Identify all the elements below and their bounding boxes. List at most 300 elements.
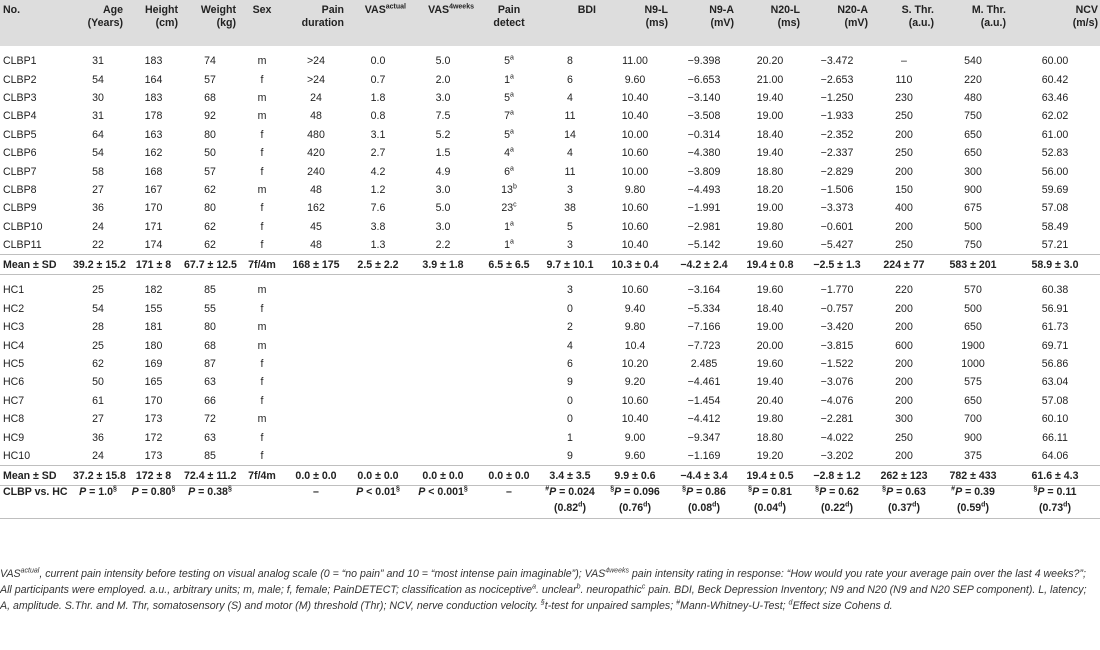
cell-weight: [181, 318, 239, 336]
cell-n20l: [737, 336, 803, 354]
footnote-superscript: 4weeks: [605, 567, 629, 575]
cell-bdi: [541, 410, 599, 428]
cell-weight: [181, 107, 239, 125]
cell-weight: [181, 300, 239, 318]
cell-mthr: [937, 447, 1009, 466]
cell-vas_a: [347, 255, 409, 275]
header-text: N9-L: [644, 4, 668, 16]
clbp-row: [0, 107, 1100, 125]
cell-text: 171 ± 8: [135, 258, 172, 271]
cell-n9l: [599, 162, 671, 180]
column-header-mthr: [937, 0, 1009, 46]
column-header-vas_4weeks: [409, 0, 477, 46]
cell-text: 21.00: [756, 73, 784, 86]
cell-text: −4.4 ± 3.4: [680, 469, 728, 482]
cell-text: 7f/4m: [248, 258, 276, 271]
effect-size-text: ): [849, 502, 853, 515]
cell-weight: [181, 126, 239, 144]
cell-mthr: [937, 144, 1009, 162]
cell-n20a: [803, 70, 871, 88]
cell-n9a: [671, 236, 737, 255]
cell-n20a: [803, 447, 871, 466]
cell-n20a: [803, 428, 871, 446]
cell-n20a: [803, 466, 871, 486]
cell-text: 0.0 ± 0.0: [422, 469, 464, 482]
effect-size-text: (0.22: [821, 502, 846, 515]
cell-n9a: [671, 181, 737, 199]
p-value-n20a: [803, 486, 871, 503]
cell-text: 6: [567, 358, 573, 371]
cell-height: [126, 300, 181, 318]
cell-n20l: [737, 428, 803, 446]
cell-mthr: [937, 373, 1009, 391]
cell-text: 110: [895, 73, 913, 86]
cell-n20a: [803, 392, 871, 410]
cell-text: 178: [144, 110, 163, 123]
cell-weight: [181, 275, 239, 300]
cell-mthr: [937, 126, 1009, 144]
cell-text: 170: [144, 394, 163, 407]
cell-text: 45: [310, 220, 322, 233]
effect-size-text: ): [985, 502, 989, 515]
cell-text: 57.21: [1041, 239, 1069, 252]
cell-id: [0, 255, 70, 275]
cell-text: 60.00: [1041, 55, 1069, 68]
cell-text: 63: [204, 431, 216, 444]
cell-bdi: [541, 144, 599, 162]
cell-n9l: [599, 144, 671, 162]
cell-id: [0, 107, 70, 125]
effect-size-text: (0.08: [688, 502, 713, 515]
cell-text: >24: [307, 55, 325, 68]
p-value-sthr: [871, 486, 937, 503]
cell-text: −0.314: [687, 128, 721, 141]
header-text: (ms): [777, 17, 800, 29]
cell-weight: [181, 162, 239, 180]
cell-text: 9.9 ± 0.6: [614, 469, 656, 482]
cell-text: CLBP10: [3, 220, 43, 233]
cell-text: 3.1: [370, 128, 386, 141]
cell-text: 0: [567, 302, 573, 315]
cell-id: [0, 486, 70, 503]
cell-mthr: [937, 355, 1009, 373]
cell-vas_4: [409, 428, 477, 446]
header-text: detect: [493, 17, 525, 29]
cell-text: 5.0: [435, 55, 451, 68]
cell-pd: [285, 162, 347, 180]
cell-n9a: [671, 126, 737, 144]
effect-size-mthr: [937, 502, 1009, 519]
cell-text: f: [260, 376, 264, 389]
cell-text: 782 ± 433: [949, 469, 997, 482]
cell-text: 62: [204, 183, 216, 196]
header-text: (kg): [216, 17, 236, 29]
classification-superscript: a: [510, 73, 514, 81]
cell-text: −5.142: [687, 239, 721, 252]
p-value-text: = 0.62: [826, 486, 859, 499]
cell-text: −3.815: [820, 339, 854, 352]
cell-text: HC10: [3, 450, 31, 462]
cell-mthr: [937, 466, 1009, 486]
hc-mean-row: [0, 466, 1100, 486]
footnote-text: VAS: [0, 568, 21, 580]
header-text: (a.u.): [980, 17, 1006, 29]
cell-age: [70, 218, 126, 236]
cell-vas_a: [347, 318, 409, 336]
cell-id: [0, 447, 70, 466]
cell-sex: [239, 236, 285, 255]
cell-sthr: [871, 70, 937, 88]
cell-text: HC5: [3, 358, 25, 371]
cell-vas_a: [347, 428, 409, 446]
cell-text: −2.337: [820, 147, 854, 160]
cell-age: [70, 144, 126, 162]
cell-n9l: [599, 373, 671, 391]
cell-text: 19.00: [756, 321, 784, 334]
cell-n20a: [803, 46, 871, 70]
header-text: N20-A: [837, 4, 868, 16]
cell-vas_a: [347, 236, 409, 255]
cell-text: −5.427: [820, 239, 854, 252]
cell-n9a: [671, 144, 737, 162]
cell-n9l: [599, 89, 671, 107]
cell-text: −3.809: [687, 165, 721, 178]
p-value-text: = 1.0: [86, 486, 113, 499]
cell-pd: [285, 46, 347, 70]
cell-text: 480: [964, 91, 982, 104]
cell-text: 10.60: [621, 147, 649, 160]
cell-text: 250: [895, 110, 913, 123]
p-value-vas_4: [409, 486, 477, 503]
cell-text: 60.42: [1041, 73, 1069, 86]
cell-ncv: [1009, 236, 1100, 255]
cell-age: [70, 162, 126, 180]
cell-ncv: [1009, 336, 1100, 354]
cell-age: [70, 181, 126, 199]
cell-sthr: [871, 466, 937, 486]
cell-n9l: [599, 300, 671, 318]
effect-size-pd: [285, 502, 347, 519]
cell-n9l: [599, 107, 671, 125]
cell-height: [126, 46, 181, 70]
cell-ncv: [1009, 107, 1100, 125]
p-value-text: = 0.80: [138, 486, 172, 499]
cell-n9l: [599, 336, 671, 354]
cell-bdi: [541, 336, 599, 354]
cell-text: −0.601: [820, 220, 854, 233]
cell-sthr: [871, 410, 937, 428]
cell-text: CLBP8: [3, 183, 37, 196]
cell-vas_a: [347, 181, 409, 199]
p-value-text: < 0.01: [363, 486, 396, 499]
cell-n20l: [737, 181, 803, 199]
cell-vas_a: [347, 218, 409, 236]
cell-vas_a: [347, 447, 409, 466]
cell-text: 19.80: [756, 220, 784, 233]
cell-bdi: [541, 300, 599, 318]
cell-sex: [239, 162, 285, 180]
clbp-row: [0, 126, 1100, 144]
cell-text: 19.60: [756, 358, 784, 371]
cell-text: 169: [144, 358, 163, 371]
hc-row: [0, 410, 1100, 428]
cell-text: −9.347: [687, 431, 721, 444]
cell-text: 63.46: [1041, 91, 1069, 104]
cell-text: 54: [92, 73, 104, 86]
cell-detect: [477, 162, 541, 180]
cell-text: 400: [895, 202, 913, 215]
cell-text: 300: [895, 413, 913, 426]
cell-ncv: [1009, 410, 1100, 428]
header-text: (a.u.): [908, 17, 934, 29]
cell-text: 240: [307, 165, 325, 178]
hc-row: [0, 336, 1100, 354]
cell-sthr: [871, 218, 937, 236]
cell-text: 10.40: [621, 91, 649, 104]
test-marker: §: [171, 485, 176, 493]
cell-height: [126, 373, 181, 391]
cell-text: −4.380: [687, 147, 721, 160]
p-value-mthr: [937, 486, 1009, 503]
cell-weight: [181, 181, 239, 199]
header-text: VAS: [428, 4, 450, 16]
cell-sex: [239, 447, 285, 466]
cell-text: m: [257, 284, 267, 297]
cell-n9a: [671, 70, 737, 88]
cell-sex: [239, 318, 285, 336]
cell-pd: [285, 447, 347, 466]
cell-text: 54: [92, 302, 104, 315]
cell-ncv: [1009, 318, 1100, 336]
cell-text: 0.0 ± 0.0: [357, 469, 399, 482]
cell-n20l: [737, 162, 803, 180]
cell-text: 92: [204, 110, 216, 123]
cell-vas_4: [409, 300, 477, 318]
cell-text: 0.0 ± 0.0: [295, 469, 337, 482]
cell-text: 750: [964, 239, 982, 252]
cell-text: 36: [92, 431, 104, 444]
effect-size-text: (0.59: [957, 502, 982, 515]
cell-text: 48: [310, 183, 322, 196]
cell-vas_a: [347, 199, 409, 217]
cell-weight: [181, 199, 239, 217]
header-text: N9-A: [709, 4, 734, 16]
cell-detect: [477, 466, 541, 486]
cell-text: 19.4 ± 0.8: [746, 258, 794, 271]
cell-pd: [285, 392, 347, 410]
cell-text: f: [260, 450, 264, 462]
cell-n20a: [803, 181, 871, 199]
cell-text: CLBP7: [3, 165, 37, 178]
cell-vas_a: [347, 46, 409, 70]
cell-detect: [477, 255, 541, 275]
cell-text: 650: [964, 147, 982, 160]
cell-ncv: [1009, 255, 1100, 275]
cell-text: 200: [895, 376, 913, 389]
header-text: M. Thr.: [971, 4, 1006, 16]
cell-height: [126, 89, 181, 107]
cell-text: 61.73: [1041, 321, 1069, 334]
cell-n9a: [671, 447, 737, 466]
cell-text: 171: [144, 220, 163, 233]
effect-size-sex: [239, 502, 285, 519]
cell-text: 80: [204, 128, 216, 141]
p-value-bdi: [541, 486, 599, 503]
column-header-pain_detect: [477, 0, 541, 46]
hc-row: [0, 275, 1100, 300]
cell-text: 80: [204, 202, 216, 215]
cell-vas_a: [347, 89, 409, 107]
cell-id: [0, 336, 70, 354]
p-value-detect: [477, 486, 541, 503]
clbp-row: [0, 162, 1100, 180]
cell-n9a: [671, 373, 737, 391]
header-text: Weight: [200, 4, 236, 16]
cell-text: −5.334: [687, 302, 721, 315]
cell-sex: [239, 300, 285, 318]
cell-text: CLBP4: [3, 110, 37, 123]
cell-sthr: [871, 300, 937, 318]
cell-text: 600: [895, 339, 913, 352]
header-superscript: actual: [385, 3, 406, 11]
cell-text: 10.60: [621, 284, 649, 297]
cell-n20a: [803, 236, 871, 255]
p-value-text: = 0.024: [556, 486, 595, 499]
cell-sex: [239, 181, 285, 199]
cell-text: f: [260, 239, 264, 252]
cell-text: 162: [307, 202, 325, 215]
cell-text: 10.60: [621, 220, 649, 233]
cell-vas_4: [409, 355, 477, 373]
cell-n20l: [737, 355, 803, 373]
p-symbol: P: [752, 486, 760, 499]
cell-n20l: [737, 466, 803, 486]
cell-sex: [239, 336, 285, 354]
cell-text: 31: [92, 110, 104, 123]
cell-text: 9: [567, 376, 573, 389]
footnote-superscript: #: [676, 599, 680, 607]
cell-text: 2.485: [690, 358, 718, 371]
test-marker: §: [815, 485, 820, 493]
table-body: [0, 46, 1100, 519]
cell-ncv: [1009, 275, 1100, 300]
cell-text: 3.4 ± 3.5: [549, 469, 591, 482]
footnote-superscript: §: [540, 599, 545, 607]
cell-text: 5: [504, 55, 510, 68]
cell-text: 165: [144, 376, 163, 389]
cell-sthr: [871, 46, 937, 70]
cell-n20l: [737, 107, 803, 125]
cell-text: 19.20: [756, 450, 784, 462]
cell-detect: [477, 336, 541, 354]
cell-weight: [181, 144, 239, 162]
cell-detect: [477, 70, 541, 88]
cell-text: f: [260, 220, 264, 233]
cell-text: 7: [504, 110, 510, 123]
cell-text: −4.2 ± 2.4: [680, 258, 728, 271]
cell-pd: [285, 428, 347, 446]
cell-vas_a: [347, 373, 409, 391]
header-text: BDI: [577, 4, 596, 16]
cell-pd: [285, 126, 347, 144]
cell-text: 480: [307, 128, 325, 141]
cell-sex: [239, 275, 285, 300]
cell-text: 31: [92, 55, 104, 68]
cell-text: 3: [567, 284, 573, 297]
cell-vas_4: [409, 162, 477, 180]
p-symbol: P: [131, 486, 139, 499]
cell-text: 30: [92, 91, 104, 104]
cell-pd: [285, 199, 347, 217]
cell-text: 56.91: [1041, 302, 1069, 315]
effect-size-text: (0.82: [554, 502, 579, 515]
cell-id: [0, 410, 70, 428]
effect-size-marker: d: [643, 501, 648, 509]
cell-text: 87: [204, 358, 216, 371]
cell-text: 64.06: [1041, 450, 1069, 462]
cell-n20l: [737, 89, 803, 107]
cell-vas_4: [409, 199, 477, 217]
cell-bdi: [541, 318, 599, 336]
effect-size-sthr: [871, 502, 937, 519]
cell-pd: [285, 236, 347, 255]
cell-n20a: [803, 199, 871, 217]
cell-n20l: [737, 447, 803, 466]
cell-pd: [285, 355, 347, 373]
cell-age: [70, 447, 126, 466]
cell-id: [0, 162, 70, 180]
cell-n20a: [803, 300, 871, 318]
cell-n20a: [803, 355, 871, 373]
effect-size-vas_4: [409, 502, 477, 519]
effect-size-text: ): [782, 502, 786, 515]
cell-sex: [239, 126, 285, 144]
cell-height: [126, 144, 181, 162]
comparison-row: [0, 486, 1100, 503]
cell-text: 10.3 ± 0.4: [611, 258, 659, 271]
clbp-row: [0, 89, 1100, 107]
cell-ncv: [1009, 218, 1100, 236]
cell-text: 28: [92, 321, 104, 334]
cell-weight: [181, 236, 239, 255]
cell-height: [126, 218, 181, 236]
cell-ncv: [1009, 126, 1100, 144]
classification-superscript: b: [512, 183, 517, 191]
header-text: Height: [145, 4, 178, 16]
cell-text: 181: [144, 321, 163, 334]
cell-height: [126, 162, 181, 180]
cell-weight: [181, 46, 239, 70]
cell-text: 38: [564, 202, 576, 215]
cell-age: [70, 255, 126, 275]
cell-vas_4: [409, 255, 477, 275]
column-header-n9a: [671, 0, 737, 46]
clbp-row: [0, 70, 1100, 88]
cell-text: CLBP6: [3, 147, 37, 160]
cell-age: [70, 199, 126, 217]
header-text: (mV): [710, 17, 734, 29]
cell-text: 19.40: [756, 91, 784, 104]
cell-text: m: [257, 183, 267, 196]
column-header-n20a: [803, 0, 871, 46]
cell-detect: [477, 218, 541, 236]
cell-text: 5: [504, 128, 510, 141]
cell-mthr: [937, 318, 1009, 336]
cell-ncv: [1009, 89, 1100, 107]
cell-text: 18.80: [756, 165, 784, 178]
effect-size-marker: d: [981, 501, 986, 509]
cell-weight: [181, 218, 239, 236]
